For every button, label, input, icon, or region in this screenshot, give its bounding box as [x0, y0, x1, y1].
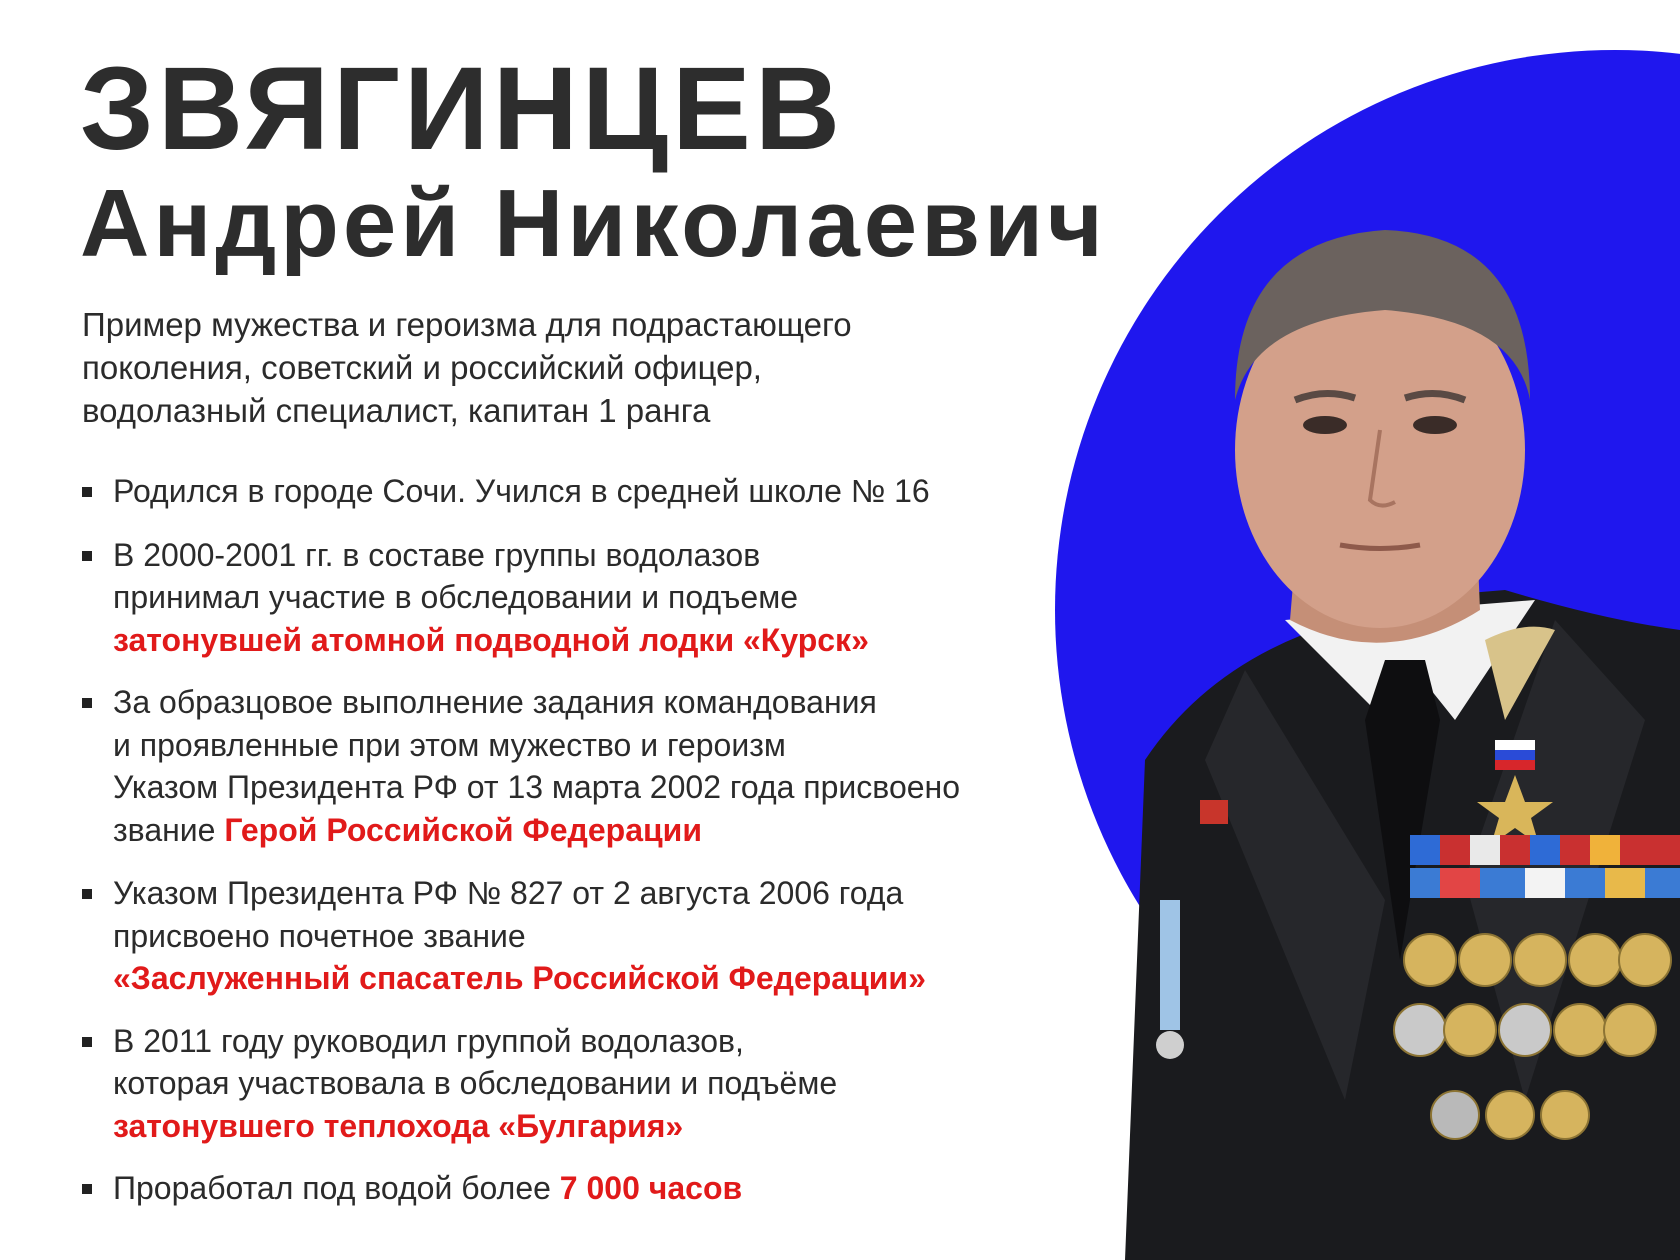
fact-kursk: [82, 534, 1062, 662]
fact-line: Указом Президента РФ от 13 марта 2002 года присвоено: [113, 769, 960, 805]
fact-line: [113, 1167, 1062, 1210]
fact-line: присвоено почетное звание: [113, 917, 526, 954]
fact-line: В 2000-2001 гг. в составе группы водолазов: [113, 536, 761, 573]
subtitle: [82, 303, 982, 432]
fact-underwater-hours: [82, 1167, 1062, 1210]
subtitle-line: Пример мужества и героизма для подрастающего: [82, 306, 852, 343]
fact-line: Указом Президента РФ № 827 от 2 августа 2006 года: [113, 875, 904, 911]
fact-line: В 2011 году руководил группой водолазов,: [113, 1022, 744, 1059]
fact-rescuer-title: [82, 872, 1062, 1000]
fact-text: звание: [113, 811, 225, 848]
fact-line: За образцовое выполнение задания командования: [113, 684, 877, 720]
officer-portrait: [1085, 200, 1680, 1260]
fact-highlight: 7 000 часов: [559, 1170, 743, 1206]
bullet-icon: [82, 1184, 92, 1194]
bullet-icon: [82, 889, 92, 899]
fact-line: Родился в городе Сочи. Учился в средней школе № 16: [113, 473, 930, 509]
page-title: [80, 43, 1107, 280]
fact-highlight: Герой Российской Федерации: [224, 811, 702, 848]
fact-line: и проявленные при этом мужество и героизм: [113, 726, 786, 763]
bullet-icon: [82, 551, 92, 561]
fact-birth: [82, 470, 1062, 513]
bullet-icon: [82, 1037, 92, 1047]
fact-hero-title: [82, 681, 1062, 851]
title-surname: ЗВЯГИНЦЕВ: [80, 43, 845, 175]
subtitle-line: поколения, советский и российский офицер,: [82, 349, 762, 386]
facts-list: [82, 470, 1062, 1210]
subtitle-line: водолазный специалист, капитан 1 ранга: [82, 392, 711, 429]
title-given-names: Андрей Николаевич: [80, 170, 1107, 277]
fact-bulgaria: [82, 1020, 1062, 1148]
bullet-icon: [82, 487, 92, 497]
bullet-icon: [82, 698, 92, 708]
fact-line: принимал участие в обследовании и подъеме: [113, 579, 798, 615]
fact-line: [113, 809, 1062, 852]
fact-highlight: затонувшей атомной подводной лодки «Курск»: [113, 621, 869, 658]
fact-highlight: затонувшего теплохода «Булгария»: [113, 1107, 684, 1144]
fact-line: которая участвовала в обследовании и подъёме: [113, 1065, 838, 1101]
fact-highlight: «Заслуженный спасатель Российской Федерации»: [113, 960, 926, 996]
fact-text: Проработал под водой более: [113, 1170, 560, 1206]
